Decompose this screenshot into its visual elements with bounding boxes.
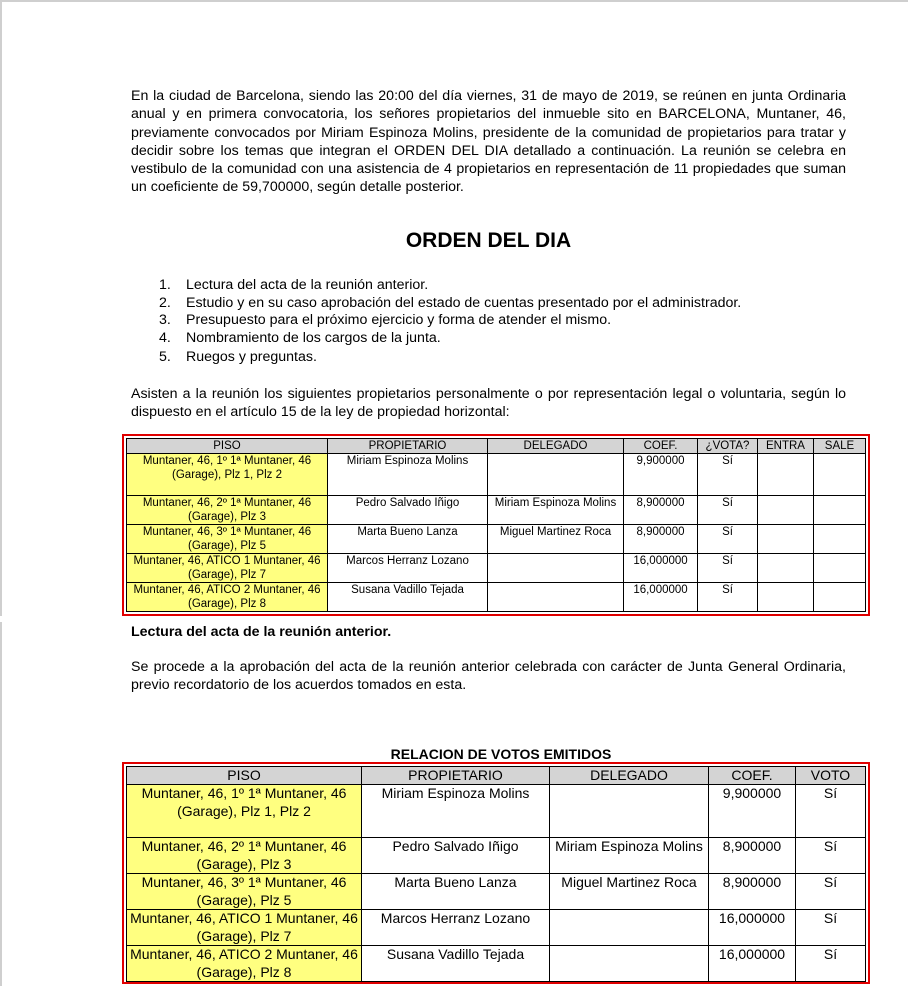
table-row bbox=[127, 496, 866, 525]
agenda-item bbox=[159, 330, 741, 348]
intro-paragraph: En la ciudad de Barcelona, siendo las 20:00 del día viernes, 31 de mayo de 2019, se reúnen en junta Ordinaria anual y en primera convocatoria, los señores propietarios del inmueble sito en BARCELONA, Muntaner, 46, previamente convocados por Miriam Espinoza Molins, presidente de la comunidad de propietarios para tratar y decidir sobre los temas que integran el ORDEN DEL DIA detallado a continuación. La reunión se celebra en vestibulo de la comunidad con una asistencia de 4 propietarios en representación de 11 propiedades que suman un coeficiente de 59,700000, según detalle posterior. bbox=[131, 88, 846, 196]
cell-coef: 8,900000 bbox=[709, 838, 796, 874]
cell-piso: Muntaner, 46, 3º 1ª Muntaner, 46 (Garage), Plz 5 bbox=[127, 874, 362, 910]
cell-propietario: Marcos Herranz Lozano bbox=[362, 910, 550, 946]
agenda-item-text: Ruegos y preguntas. bbox=[186, 349, 317, 365]
cell-voto: Sí bbox=[796, 910, 866, 946]
cell-piso: Muntaner, 46, 1º 1ª Muntaner, 46 (Garage), Plz 1, Plz 2 bbox=[127, 454, 328, 496]
cell-piso: Muntaner, 46, 2º 1ª Muntaner, 46 (Garage), Plz 3 bbox=[127, 496, 328, 525]
cell-vota: Sí bbox=[698, 454, 758, 496]
cell-delegado: Miriam Espinoza Molins bbox=[488, 496, 624, 525]
table-row bbox=[127, 583, 866, 612]
cell-vota: Sí bbox=[698, 554, 758, 583]
column-header-entra: ENTRA bbox=[758, 439, 814, 454]
cell-delegado bbox=[550, 910, 709, 946]
cell-voto: Sí bbox=[796, 785, 866, 838]
agenda-list bbox=[159, 277, 741, 367]
cell-coef: 16,000000 bbox=[709, 946, 796, 982]
cell-propietario: Susana Vadillo Tejada bbox=[362, 946, 550, 982]
cell-coef: 8,900000 bbox=[709, 874, 796, 910]
column-header-delegado: DELEGADO bbox=[488, 439, 624, 454]
cell-voto: Sí bbox=[796, 874, 866, 910]
table-row bbox=[127, 838, 866, 874]
table-row bbox=[127, 946, 866, 982]
cell-sale[interactable] bbox=[814, 583, 866, 612]
cell-vota: Sí bbox=[698, 583, 758, 612]
page-break bbox=[0, 616, 2, 622]
cell-propietario: Pedro Salvado Iñigo bbox=[328, 496, 488, 525]
cell-sale[interactable] bbox=[814, 525, 866, 554]
cell-entra[interactable] bbox=[758, 454, 814, 496]
cell-piso: Muntaner, 46, ATICO 2 Muntaner, 46 (Garage), Plz 8 bbox=[127, 946, 362, 982]
cell-coef: 16,000000 bbox=[709, 910, 796, 946]
cell-sale[interactable] bbox=[814, 496, 866, 525]
cell-propietario: Susana Vadillo Tejada bbox=[328, 583, 488, 612]
table-row bbox=[127, 910, 866, 946]
table-row bbox=[127, 874, 866, 910]
cell-piso: Muntaner, 46, ATICO 1 Muntaner, 46 (Garage), Plz 7 bbox=[127, 554, 328, 583]
cell-piso: Muntaner, 46, ATICO 2 Muntaner, 46 (Garage), Plz 8 bbox=[127, 583, 328, 612]
cell-piso: Muntaner, 46, 1º 1ª Muntaner, 46 (Garage), Plz 1, Plz 2 bbox=[127, 785, 362, 838]
agenda-item bbox=[159, 349, 741, 367]
cell-propietario: Marcos Herranz Lozano bbox=[328, 554, 488, 583]
cell-vota: Sí bbox=[698, 525, 758, 554]
cell-vota: Sí bbox=[698, 496, 758, 525]
cell-coef: 16,000000 bbox=[624, 583, 698, 612]
cell-coef: 8,900000 bbox=[624, 525, 698, 554]
agenda-item bbox=[159, 277, 741, 295]
cell-coef: 16,000000 bbox=[624, 554, 698, 583]
column-header-piso: PISO bbox=[127, 439, 328, 454]
cell-delegado bbox=[550, 946, 709, 982]
attendance-table bbox=[126, 438, 866, 612]
agenda-item-text: Estudio y en su caso aprobación del estado de cuentas presentado por el administrador. bbox=[186, 294, 742, 311]
agenda-item bbox=[159, 312, 741, 330]
cell-coef: 8,900000 bbox=[624, 496, 698, 525]
attendance-table-frame bbox=[122, 434, 870, 616]
cell-entra[interactable] bbox=[758, 554, 814, 583]
cell-voto: Sí bbox=[796, 946, 866, 982]
cell-voto: Sí bbox=[796, 838, 866, 874]
column-header-propietario: PROPIETARIO bbox=[328, 439, 488, 454]
cell-propietario: Marta Bueno Lanza bbox=[362, 874, 550, 910]
agenda-item-text: Lectura del acta de la reunión anterior. bbox=[186, 277, 429, 293]
cell-propietario: Marta Bueno Lanza bbox=[328, 525, 488, 554]
agenda-item-number: 3. bbox=[159, 312, 171, 328]
cell-sale[interactable] bbox=[814, 454, 866, 496]
section-heading: Lectura del acta de la reunión anterior. bbox=[131, 624, 392, 640]
attendance-intro: Asisten a la reunión los siguientes propietarios personalmente o por representación legal o voluntaria, según lo dispuesto en el artículo 15 de la ley de propiedad horizontal: bbox=[131, 386, 846, 421]
cell-propietario: Miriam Espinoza Molins bbox=[328, 454, 488, 496]
cell-coef: 9,900000 bbox=[709, 785, 796, 838]
agenda-item-number: 1. bbox=[159, 277, 171, 293]
cell-delegado: Miriam Espinoza Molins bbox=[550, 838, 709, 874]
cell-entra[interactable] bbox=[758, 583, 814, 612]
cell-delegado bbox=[488, 454, 624, 496]
votes-table bbox=[126, 766, 866, 982]
agenda-item-number: 4. bbox=[159, 329, 171, 346]
cell-delegado bbox=[488, 554, 624, 583]
cell-sale[interactable] bbox=[814, 554, 866, 583]
agenda-item bbox=[159, 295, 741, 313]
agenda-item-text: Presupuesto para el próximo ejercicio y forma de atender el mismo. bbox=[186, 312, 612, 328]
column-header-propietario: PROPIETARIO bbox=[362, 767, 550, 785]
votes-table-title: RELACION DE VOTOS EMITIDOS bbox=[390, 746, 612, 762]
column-header-coef: COEF. bbox=[709, 767, 796, 785]
cell-entra[interactable] bbox=[758, 525, 814, 554]
cell-propietario: Pedro Salvado Iñigo bbox=[362, 838, 550, 874]
table-row bbox=[127, 785, 866, 838]
agenda-title: ORDEN DEL DIA bbox=[405, 229, 572, 252]
cell-piso: Muntaner, 46, 2º 1ª Muntaner, 46 (Garage), Plz 3 bbox=[127, 838, 362, 874]
agenda-item-text: Nombramiento de los cargos de la junta. bbox=[186, 329, 441, 346]
column-header-voto: VOTO bbox=[796, 767, 866, 785]
section-body: Se procede a la aprobación del acta de la reunión anterior celebrada con carácter de Junta General Ordinaria, previo recordatorio de los acuerdos tomados en esta. bbox=[131, 659, 846, 694]
column-header-coef: COEF. bbox=[624, 439, 698, 454]
table-row bbox=[127, 454, 866, 496]
cell-delegado bbox=[550, 785, 709, 838]
column-header-delegado: DELEGADO bbox=[550, 767, 709, 785]
cell-entra[interactable] bbox=[758, 496, 814, 525]
column-header-vota: ¿VOTA? bbox=[698, 439, 758, 454]
table-header-row bbox=[127, 439, 866, 454]
agenda-item-number: 2. bbox=[159, 294, 171, 311]
votes-table-frame bbox=[122, 762, 870, 984]
cell-delegado bbox=[488, 583, 624, 612]
cell-coef: 9,900000 bbox=[624, 454, 698, 496]
agenda-item-number: 5. bbox=[159, 349, 171, 365]
cell-delegado: Miguel Martinez Roca bbox=[550, 874, 709, 910]
cell-piso: Muntaner, 46, 3º 1ª Muntaner, 46 (Garage), Plz 5 bbox=[127, 525, 328, 554]
column-header-sale: SALE bbox=[814, 439, 866, 454]
cell-delegado: Miguel Martinez Roca bbox=[488, 525, 624, 554]
column-header-piso: PISO bbox=[127, 767, 362, 785]
table-row bbox=[127, 554, 866, 583]
cell-piso: Muntaner, 46, ATICO 1 Muntaner, 46 (Garage), Plz 7 bbox=[127, 910, 362, 946]
table-row bbox=[127, 525, 866, 554]
cell-propietario: Miriam Espinoza Molins bbox=[362, 785, 550, 838]
table-header-row bbox=[127, 767, 866, 785]
